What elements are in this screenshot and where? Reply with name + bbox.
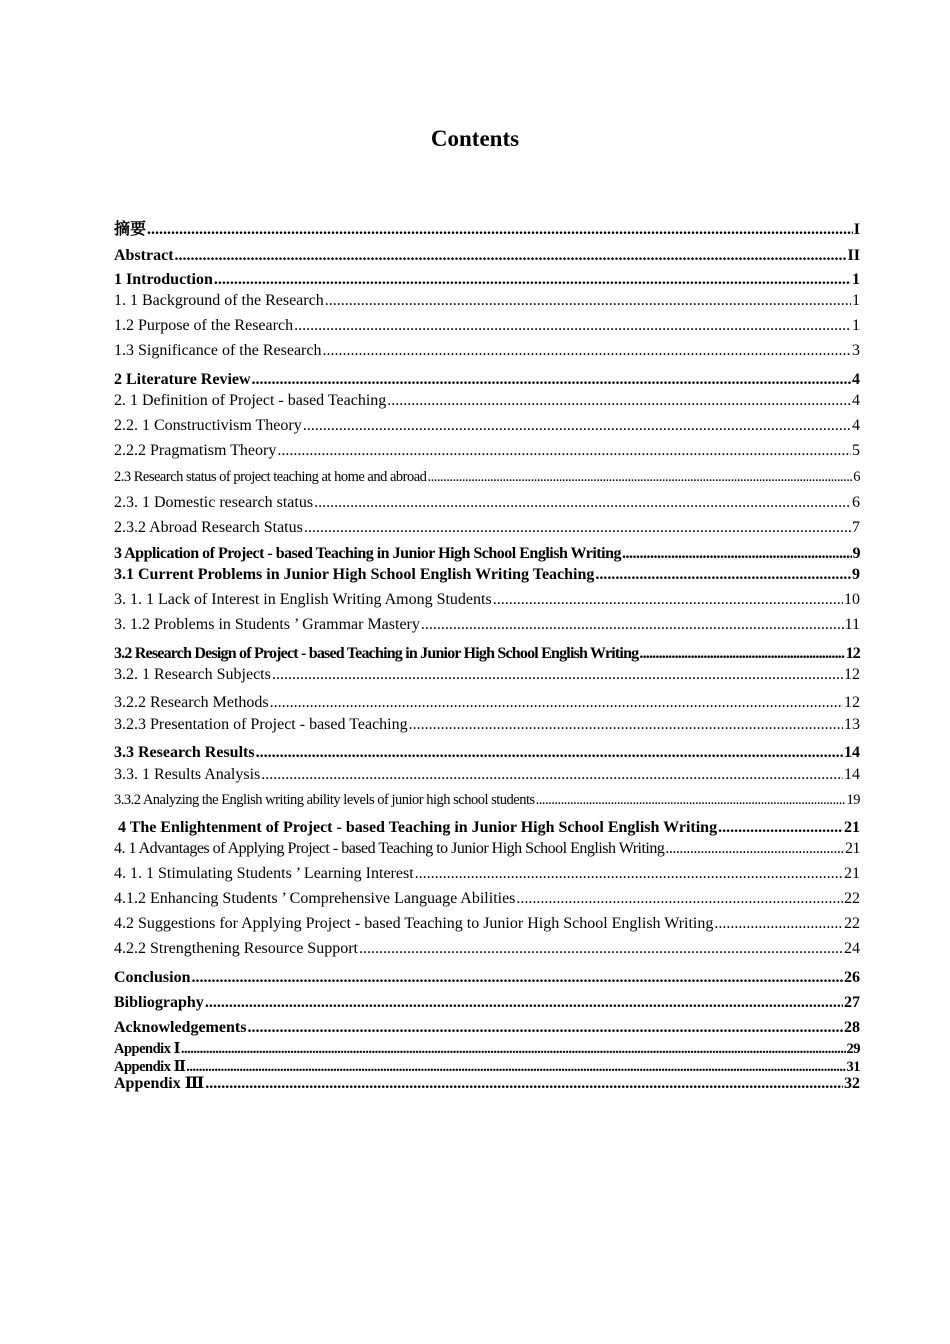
- toc-entry-page: 22: [844, 915, 860, 932]
- toc-entry[interactable]: [114, 1075, 860, 1093]
- toc-entry-label: 4.2 Suggestions for Applying Project - based Teaching to Junior High School English Writing: [114, 915, 714, 932]
- contents-title: Contents: [430, 126, 520, 151]
- toc-entry-page: 6: [853, 469, 860, 485]
- toc-entry[interactable]: [114, 467, 860, 487]
- toc-entry-label: 3.2.3 Presentation of Project - based Teaching: [114, 716, 408, 733]
- toc-entry-label: Acknowledgements: [114, 1019, 247, 1036]
- toc-entry-page: 12: [844, 666, 860, 683]
- dot-leader: [427, 467, 852, 487]
- dot-leader: [714, 914, 843, 934]
- toc-entry[interactable]: [114, 544, 860, 564]
- toc-entry[interactable]: [114, 864, 860, 884]
- toc-entry-label: 4. 1. 1 Stimulating Students ’ Learning Interest: [114, 865, 414, 882]
- toc-entry-label: 2.3.2 Abroad Research Status: [114, 519, 303, 536]
- toc-entry-label: 摘要: [114, 221, 147, 238]
- dot-leader: [256, 743, 843, 763]
- toc-entry-label: 1.2 Purpose of the Research: [114, 317, 294, 334]
- toc-entry[interactable]: [114, 391, 860, 411]
- dot-leader: [247, 1018, 843, 1038]
- toc-entry-label: 3. 1.2 Problems in Students ’ Grammar Mastery: [114, 616, 420, 633]
- dot-leader: [252, 370, 851, 390]
- toc-entry-label: 3. 1. 1 Lack of Interest in English Writing Among Students: [114, 591, 492, 608]
- toc-entry-page: 31: [846, 1059, 860, 1075]
- toc-entry-label: 1 Introduction: [114, 271, 213, 288]
- dot-leader: [536, 790, 846, 810]
- toc-entry-page: 21: [845, 840, 860, 857]
- dot-leader: [303, 416, 851, 436]
- toc-entry[interactable]: [114, 715, 860, 735]
- toc-entry-label: Abstract: [114, 247, 174, 264]
- toc-entry-label: 2.3 Research status of project teaching at home and abroad: [114, 469, 427, 485]
- toc-entry-label: 3.3.2 Analyzing the English writing ability levels of junior high school students: [114, 792, 535, 808]
- toc-entry[interactable]: [114, 246, 860, 266]
- toc-entry[interactable]: [114, 993, 860, 1013]
- toc-entry-page: 12: [844, 694, 860, 711]
- toc-entry-page: 28: [844, 1019, 860, 1036]
- toc-entry-page: 26: [844, 969, 860, 986]
- toc-entry[interactable]: [114, 220, 860, 240]
- dot-leader: [304, 518, 851, 538]
- toc-entry-page: 1: [852, 271, 860, 288]
- toc-entry-page: 32: [844, 1075, 860, 1092]
- dot-leader: [322, 341, 851, 361]
- toc-entry-page: I: [853, 221, 860, 238]
- toc-entry[interactable]: [114, 765, 860, 785]
- toc-entry[interactable]: [114, 818, 860, 838]
- toc-entry-label: 4.2.2 Strengthening Resource Support: [114, 940, 358, 957]
- dot-leader: [595, 565, 851, 585]
- toc-entry-page: 9: [852, 566, 860, 583]
- dot-leader: [272, 665, 843, 685]
- toc-entry-page: 21: [844, 865, 860, 882]
- toc-entry-page: 22: [844, 890, 860, 907]
- toc-entry-page: 27: [844, 994, 860, 1011]
- dot-leader: [205, 993, 843, 1013]
- dot-leader: [191, 968, 843, 988]
- dot-leader: [205, 1075, 843, 1093]
- toc-entry[interactable]: [114, 743, 860, 763]
- toc-entry-page: 14: [844, 744, 860, 761]
- toc-entry-label: 2. 1 Definition of Project - based Teaching: [114, 392, 387, 409]
- toc-entry-page: 13: [844, 716, 860, 733]
- toc-entry-page: II: [847, 247, 860, 264]
- dot-leader: [294, 316, 851, 336]
- dot-leader: [277, 441, 851, 461]
- toc-entry-page: 4: [852, 371, 860, 388]
- toc-entry-label: Appendix Ⅱ: [114, 1059, 186, 1075]
- dot-leader: [622, 544, 852, 564]
- toc-entry-page: 24: [844, 940, 860, 957]
- dot-leader: [147, 220, 853, 240]
- toc-entry[interactable]: [114, 889, 860, 909]
- toc-entry-label: 3.3. 1 Results Analysis: [114, 766, 261, 783]
- dot-leader: [493, 590, 843, 610]
- dot-leader: [639, 644, 844, 664]
- toc-entry-page: 14: [844, 766, 860, 783]
- toc-entry-page: 4: [852, 417, 860, 434]
- toc-entry[interactable]: [114, 370, 860, 390]
- toc-entry[interactable]: [114, 1018, 860, 1038]
- toc-entry[interactable]: [114, 1058, 860, 1076]
- toc-entry[interactable]: [114, 939, 860, 959]
- toc-entry-page: 5: [852, 442, 860, 459]
- dot-leader: [516, 889, 843, 909]
- toc-entry-label: 3.2 Research Design of Project - based Teaching in Junior High School English Writing: [114, 645, 639, 662]
- toc-entry[interactable]: [114, 968, 860, 988]
- dot-leader: [181, 1040, 846, 1058]
- toc-entry-page: 4: [852, 392, 860, 409]
- toc-entry-label: 3.1 Current Problems in Junior High School English Writing Teaching: [114, 566, 595, 583]
- toc-entry[interactable]: [114, 316, 860, 336]
- toc-entry[interactable]: [114, 291, 860, 311]
- toc-entry[interactable]: [114, 1040, 860, 1058]
- dot-leader: [387, 391, 851, 411]
- toc-entry-label: Appendix Ⅰ: [114, 1041, 180, 1057]
- dot-leader: [325, 291, 851, 311]
- toc-entry[interactable]: [114, 644, 860, 664]
- dot-leader: [421, 615, 844, 635]
- dot-leader: [718, 818, 843, 838]
- toc-entry-label: 4.1.2 Enhancing Students ’ Comprehensive Language Abilities: [114, 890, 516, 907]
- toc-entry-label: 1.3 Significance of the Research: [114, 342, 322, 359]
- toc-entry[interactable]: [114, 416, 860, 436]
- toc-entry[interactable]: [114, 665, 860, 685]
- toc-entry-page: 11: [844, 616, 860, 633]
- dot-leader: [415, 864, 843, 884]
- dot-leader: [186, 1058, 845, 1076]
- dot-leader: [314, 493, 851, 513]
- toc-entry-label: Conclusion: [114, 969, 191, 986]
- toc-entry-label: 3 Application of Project - based Teaching in Junior High School English Writing: [114, 545, 621, 562]
- toc-entry-label: 2.2.2 Pragmatism Theory: [114, 442, 277, 459]
- toc-entry[interactable]: [114, 518, 860, 538]
- toc-entry[interactable]: [114, 693, 860, 713]
- toc-entry[interactable]: [114, 914, 860, 934]
- toc-entry-label: 2 Literature Review: [114, 371, 251, 388]
- dot-leader: [665, 839, 844, 859]
- toc-entry[interactable]: [114, 590, 860, 610]
- toc-entry-label: 1. 1 Background of the Research: [114, 292, 324, 309]
- toc-entry[interactable]: [114, 615, 860, 635]
- toc-entry[interactable]: [114, 790, 860, 810]
- toc-entry-label: 3.2.2 Research Methods: [114, 694, 269, 711]
- dot-leader: [214, 270, 851, 290]
- toc-entry-label: 3.2. 1 Research Subjects: [114, 666, 271, 683]
- toc-entry-label: Bibliography: [114, 994, 204, 1011]
- toc-entry-page: 19: [846, 792, 860, 808]
- dot-leader: [359, 939, 843, 959]
- toc-entry-label: 3.3 Research Results: [114, 744, 255, 761]
- toc-entry[interactable]: [114, 341, 860, 361]
- toc-entry[interactable]: [114, 839, 860, 859]
- toc-entry[interactable]: [114, 270, 860, 290]
- toc-entry-page: 6: [852, 494, 860, 511]
- toc-entry[interactable]: [114, 493, 860, 513]
- toc-entry-label: Appendix Ⅲ: [114, 1075, 205, 1092]
- dot-leader: [270, 693, 843, 713]
- toc-entry-page: 21: [844, 819, 860, 836]
- toc-entry[interactable]: [114, 565, 860, 585]
- toc-entry-page: 3: [852, 342, 860, 359]
- toc-entry-label: 2.3. 1 Domestic research status: [114, 494, 314, 511]
- toc-entry-page: 9: [852, 545, 860, 562]
- toc-entry-page: 1: [852, 317, 860, 334]
- toc-entry-label: 2.2. 1 Constructivism Theory: [114, 417, 302, 434]
- toc-entry-page: 10: [844, 591, 860, 608]
- toc-entry-page: 1: [852, 292, 860, 309]
- toc-entry-label: 4 The Enlightenment of Project - based Teaching in Junior High School English Writing: [118, 819, 718, 836]
- toc-entry[interactable]: [114, 441, 860, 461]
- dot-leader: [409, 715, 843, 735]
- dot-leader: [175, 246, 847, 266]
- dot-leader: [261, 765, 843, 785]
- toc-entry-page: 12: [845, 645, 860, 662]
- toc-entry-label: 4. 1 Advantages of Applying Project - based Teaching to Junior High School English Writing: [114, 840, 665, 857]
- toc-entry-page: 7: [852, 519, 860, 536]
- toc-entry-page: 29: [846, 1041, 860, 1057]
